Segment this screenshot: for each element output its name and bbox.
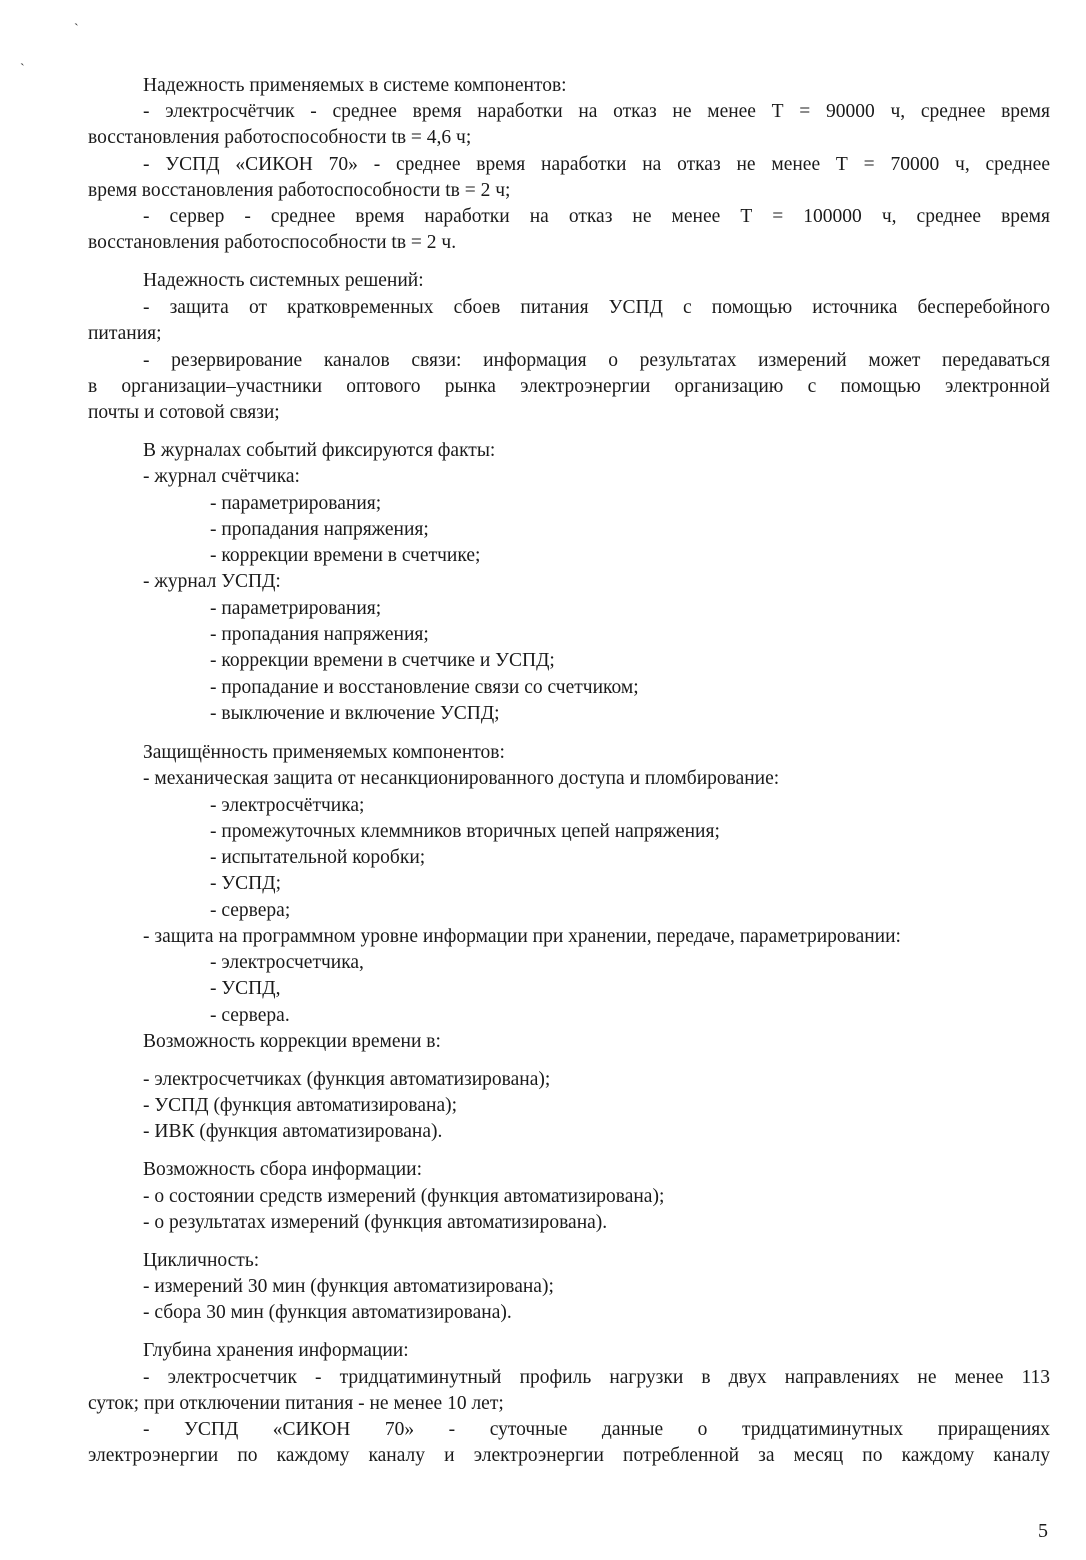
- list-item: - параметрирования;: [210, 493, 382, 514]
- list-item: - УСПД;: [210, 873, 281, 894]
- paragraph-line: в организации–участники оптового рынка электроэнергии организацию с помощью электронной: [88, 376, 1050, 397]
- paragraph-line: - резервирование каналов связи: информация о результатах измерений может передаваться: [143, 350, 1050, 371]
- section-heading-event-logs: В журналах событий фиксируются факты:: [143, 440, 496, 461]
- list-item: - о результатах измерений (функция автоматизирована).: [143, 1212, 608, 1233]
- list-group-label: - механическая защита от несанкционированного доступа и пломбирование:: [143, 768, 780, 789]
- list-item: - о состоянии средств измерений (функция автоматизирована);: [143, 1186, 665, 1207]
- list-item: - электросчетчика,: [210, 952, 364, 973]
- paragraph-line: время восстановления работоспособности tв = 2 ч;: [88, 180, 511, 201]
- list-item: - параметрирования;: [210, 598, 382, 619]
- list-item: - сервера;: [210, 900, 291, 921]
- page-number: 5: [1038, 1520, 1048, 1542]
- section-heading-component-reliability: Надежность применяемых в системе компонентов:: [143, 75, 567, 96]
- paragraph-line: восстановления работоспособности tв = 2 ч.: [88, 232, 457, 253]
- list-item: - пропадания напряжения;: [210, 519, 429, 540]
- list-item: - УСПД (функция автоматизирована);: [143, 1095, 458, 1116]
- paragraph-line: питания;: [88, 323, 162, 344]
- section-heading-time-correction: Возможность коррекции времени в:: [143, 1031, 441, 1052]
- paragraph-line: суток; при отключении питания - не менее 10 лет;: [88, 1393, 504, 1414]
- list-group-label: - защита на программном уровне информации при хранении, передаче, параметрировании:: [143, 926, 901, 947]
- paragraph-line: восстановления работоспособности tв = 4,6 ч;: [88, 127, 472, 148]
- list-group-label: - журнал счётчика:: [143, 466, 300, 487]
- list-item: - промежуточных клеммников вторичных цепей напряжения;: [210, 821, 720, 842]
- list-item: - испытательной коробки;: [210, 847, 426, 868]
- list-item: - электросчётчика;: [210, 795, 365, 816]
- paragraph-line: - УСПД «СИКОН 70» - среднее время наработки на отказ не менее Т = 70000 ч, среднее: [143, 154, 1050, 175]
- list-item: - УСПД,: [210, 978, 281, 999]
- list-item: - коррекции времени в счетчике и УСПД;: [210, 650, 555, 671]
- list-item: - сбора 30 мин (функция автоматизирована).: [143, 1302, 512, 1323]
- list-item: - измерений 30 мин (функция автоматизирована);: [143, 1276, 554, 1297]
- paragraph-line: электроэнергии по каждому каналу и электроэнергии потребленной за месяц по каждому каналу: [88, 1445, 1050, 1466]
- section-heading-cyclicity: Цикличность:: [143, 1250, 260, 1271]
- section-heading-system-reliability: Надежность системных решений:: [143, 270, 424, 291]
- paragraph-line: почты и сотовой связи;: [88, 402, 280, 423]
- list-item: - электросчетчиках (функция автоматизирована);: [143, 1069, 551, 1090]
- scan-artifact-mark: `: [20, 62, 25, 77]
- list-item: - выключение и включение УСПД;: [210, 703, 500, 724]
- scan-artifact-mark: `: [74, 22, 79, 37]
- paragraph-line: - электросчетчик - тридцатиминутный профиль нагрузки в двух направлениях не менее 113: [143, 1367, 1050, 1388]
- list-item: - ИВК (функция автоматизирована).: [143, 1121, 443, 1142]
- paragraph-line: - защита от кратковременных сбоев питания УСПД с помощью источника бесперебойного: [143, 297, 1050, 318]
- section-heading-component-protection: Защищённость применяемых компонентов:: [143, 742, 505, 763]
- list-group-label: - журнал УСПД:: [143, 571, 281, 592]
- paragraph-line: - сервер - среднее время наработки на отказ не менее Т = 100000 ч, среднее время: [143, 206, 1050, 227]
- section-heading-storage-depth: Глубина хранения информации:: [143, 1340, 409, 1361]
- paragraph-line: - электросчётчик - среднее время наработки на отказ не менее Т = 90000 ч, среднее время: [143, 101, 1050, 122]
- list-item: - пропадания напряжения;: [210, 624, 429, 645]
- paragraph-line: - УСПД «СИКОН 70» - суточные данные о тридцатиминутных приращениях: [143, 1419, 1050, 1440]
- list-item: - коррекции времени в счетчике;: [210, 545, 481, 566]
- section-heading-data-collection: Возможность сбора информации:: [143, 1159, 423, 1180]
- list-item: - сервера.: [210, 1005, 290, 1026]
- list-item: - пропадание и восстановление связи со счетчиком;: [210, 677, 639, 698]
